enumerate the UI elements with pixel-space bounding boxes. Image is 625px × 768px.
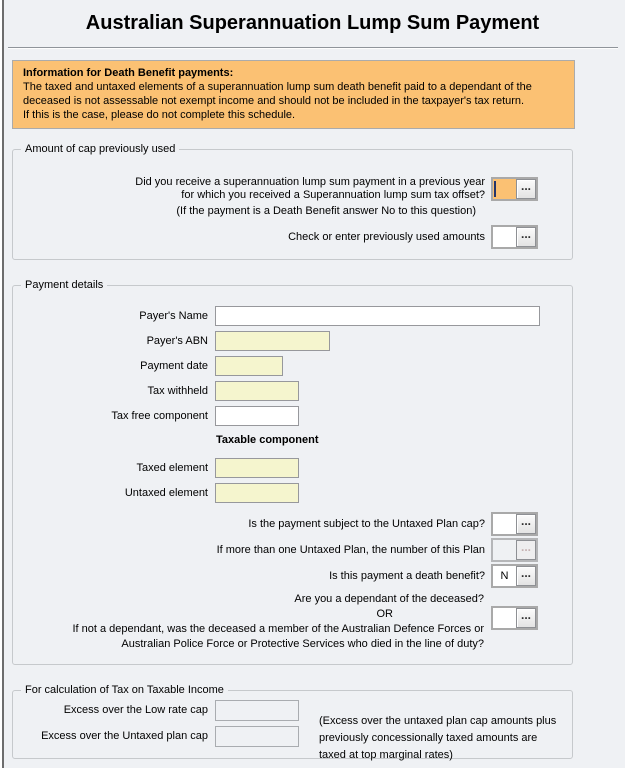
payment-details-legend: Payment details [21,279,107,292]
info-box-body: The taxed and untaxed elements of a superannuation lump sum death benefit paid to a dependant of the deceased is not assessable not exempt income and should not be included in the taxpayer's tax return. [23,81,532,107]
info-box-body2: If this is the case, please do not complete this schedule. [23,109,296,121]
death-benefit-control [491,564,538,588]
low-rate-cap-label: Excess over the Low rate cap [63,704,208,716]
untaxed-plan-cap-value-field[interactable] [493,514,516,534]
untaxed-plan-cap-browse-button[interactable]: ... [516,514,536,534]
dependant-question-line1: Are you a dependant of the deceased? [294,593,484,605]
dependant-question-line3: If not a dependant, was the deceased a member of the Australian Defence Forces or [72,623,484,635]
payers-name-row [13,306,540,326]
untaxed-plan-cap-control [491,512,538,536]
prev-payment-question-label: Did you receive a superannuation lump sum payment in a previous year for which you received a Superannuation lump sum tax offset? [135,176,485,201]
page-title: Australian Superannuation Lump Sum Payment [85,12,540,34]
prev-payment-value-field[interactable] [493,179,516,199]
check-amounts-label: Check or enter previously used amounts [288,230,485,243]
untaxed-plan-cap-excess-row [13,726,299,746]
tax-withheld-field[interactable] [215,381,299,401]
taxable-component-header: Taxable component [216,434,319,446]
untaxed-plan-cap-excess-field [215,726,299,747]
taxed-element-row [13,458,299,478]
payment-date-field[interactable] [215,356,283,376]
dependant-value-field[interactable] [493,608,516,628]
dependant-question-line4: Australian Police Force or Protective Services who died in the line of duty? [121,638,484,650]
check-amounts-browse-button[interactable]: ... [516,227,536,247]
prev-payment-question-row [135,176,538,202]
death-benefit-info-box [12,60,575,129]
death-benefit-question-label: Is this payment a death benefit? [329,569,485,582]
info-box-heading: Information for Death Benefit payments: [23,67,234,79]
window-left-edge [0,0,4,768]
untaxed-plan-cap-question-row [248,512,538,536]
title-separator [8,47,618,49]
low-rate-cap-row [13,700,299,720]
tax-calc-group [12,684,573,761]
dependant-browse-button[interactable]: ... [516,608,536,628]
dependant-or-label: OR [376,608,393,620]
death-benefit-hint: (If the payment is a Death Benefit answer No to this question) [176,205,476,217]
payers-name-field[interactable] [215,306,540,326]
death-benefit-browse-button[interactable]: ... [516,566,536,586]
untaxed-element-row [13,483,299,503]
tax-withheld-label: Tax withheld [147,385,208,397]
payers-abn-row [13,331,330,351]
tax-free-component-row [13,406,299,426]
taxed-element-label: Taxed element [136,462,208,474]
prev-payment-control [491,177,538,201]
payment-date-row [13,356,283,376]
tax-free-component-label: Tax free component [111,410,208,422]
plan-number-value-field [493,540,516,560]
payers-abn-label: Payer's ABN [146,335,208,347]
tax-withheld-row [13,381,299,401]
prev-payment-browse-button[interactable]: ... [516,179,536,199]
tax-calc-legend: For calculation of Tax on Taxable Income [21,684,228,697]
untaxed-element-label: Untaxed element [124,487,208,499]
untaxed-element-field[interactable] [215,483,299,503]
tax-calc-note: (Excess over the untaxed plan cap amounts plus previously concessionally taxed amounts are taxed at top marginal rates) [319,715,557,761]
death-benefit-question-row [329,564,538,588]
dependant-question-block [72,592,484,652]
check-amounts-row [288,225,538,249]
dependant-control [491,606,538,630]
payers-name-label: Payer's Name [139,310,208,322]
plan-number-browse-button: ... [516,540,536,560]
payment-details-group [12,279,573,665]
plan-number-question-label: If more than one Untaxed Plan, the number of this Plan [216,543,485,556]
low-rate-cap-field [215,700,299,721]
plan-number-control [491,538,538,562]
cap-previously-used-group [12,143,573,260]
check-amounts-value-field[interactable] [493,227,516,247]
cap-group-legend: Amount of cap previously used [21,143,179,156]
payers-abn-field[interactable] [215,331,330,351]
tax-free-component-field[interactable] [215,406,299,426]
untaxed-plan-cap-excess-label: Excess over the Untaxed plan cap [41,730,208,742]
check-amounts-control [491,225,538,249]
taxed-element-field[interactable] [215,458,299,478]
untaxed-plan-cap-question-label: Is the payment subject to the Untaxed Plan cap? [248,517,485,530]
death-benefit-value-field[interactable]: N [493,566,516,586]
plan-number-question-row [217,538,538,562]
payment-date-label: Payment date [140,360,208,372]
